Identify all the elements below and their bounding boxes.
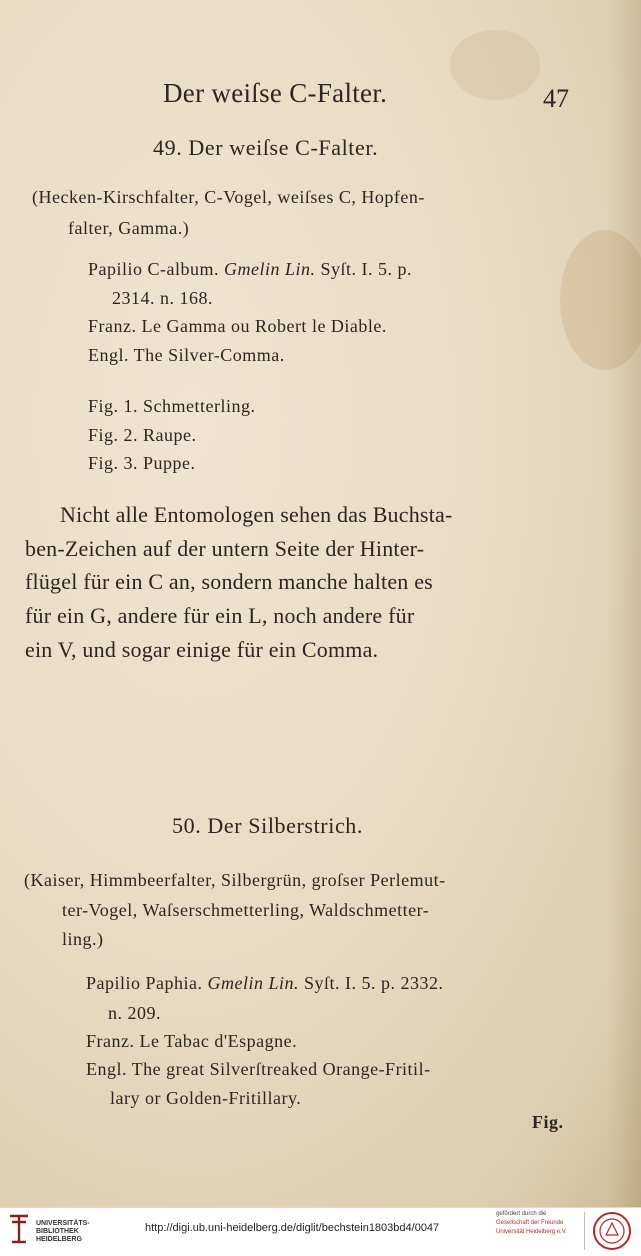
sponsor-line: Gesellschaft der Freunde: [496, 1220, 564, 1226]
entry-49-figure-line: Fig. 1. Schmetterling.: [88, 396, 256, 416]
entry-50-synonyms-line: ling.): [62, 929, 104, 949]
entry-49-body-line: flügel für ein C an, sondern manche halten es: [25, 569, 433, 594]
library-name-line: BIBLIOTHEK: [36, 1228, 79, 1235]
entry-50-french-name: Franz. Le Tabac d'Espagne.: [86, 1031, 298, 1051]
sponsor-line: gefördert durch die: [496, 1211, 547, 1217]
entry-49-body-line: ben-Zeichen auf der untern Seite der Hinter-: [25, 536, 425, 561]
entry-49-body-line: für ein G, andere für ein L, noch andere für: [25, 603, 415, 628]
entry-49-figure-line: Fig. 3. Puppe.: [88, 453, 196, 473]
library-name-line: HEIDELBERG: [36, 1236, 82, 1243]
entry-49-body-line: Nicht alle Entomologen sehen das Buchsta-: [60, 502, 453, 527]
entry-49-english-name: Engl. The Silver-Comma.: [88, 345, 285, 365]
entry-50-english-name-continued: lary or Golden-Fritillary.: [110, 1088, 302, 1108]
catchword: Fig.: [532, 1112, 564, 1132]
entry-49-synonyms-line: falter, Gamma.): [68, 218, 190, 238]
entry-50-reference-line: n. 209.: [108, 1003, 161, 1023]
paper-stain: [450, 30, 540, 100]
entry-49-heading: 49. Der weiſse C-Falter.: [153, 135, 379, 160]
entry-49-figure-line: Fig. 2. Raupe.: [88, 425, 197, 445]
entry-50-heading: 50. Der Silberstrich.: [172, 813, 364, 838]
entry-50-reference-line: Papilio Paphia. Gmelin Lin. Syſt. I. 5. p. 2332.: [86, 973, 444, 993]
running-header: Der weiſse C-Falter.: [163, 78, 388, 108]
library-name: [36, 1220, 90, 1244]
page-number: 47: [543, 84, 569, 113]
entry-50-english-name: Engl. The great Silverſtreaked Orange-Fritil-: [86, 1059, 431, 1079]
entry-50-synonyms-line: ter-Vogel, Waſserschmetterling, Waldschmetter-: [62, 900, 430, 920]
entry-49-reference-line: 2314. n. 168.: [112, 288, 213, 308]
paper-stain: [560, 230, 641, 370]
entry-49-reference-line: Papilio C-album. Gmelin Lin. Syſt. I. 5. p.: [88, 259, 413, 279]
entry-49-french-name: Franz. Le Gamma ou Robert le Diable.: [88, 316, 387, 336]
permalink-url[interactable]: http://digi.ub.uni-heidelberg.de/diglit/bechstein1803bd4/0047: [145, 1222, 440, 1234]
sponsor-credit: [496, 1210, 567, 1237]
library-name-line: UNIVERSITÄTS-: [36, 1220, 90, 1227]
entry-50-synonyms-line: (Kaiser, Himmbeerfalter, Silbergrün, groſser Perlemut-: [24, 870, 446, 890]
university-seal-icon: [592, 1211, 632, 1251]
footer-divider: [584, 1212, 585, 1250]
university-library-logo-icon: [8, 1212, 30, 1246]
entry-49-body-line: ein V, und sogar einige für ein Comma.: [25, 637, 379, 662]
entry-49-synonyms-line: (Hecken-Kirschfalter, C-Vogel, weiſses C, Hopfen-: [32, 187, 425, 207]
sponsor-line: Universität Heidelberg e.V.: [496, 1229, 567, 1235]
